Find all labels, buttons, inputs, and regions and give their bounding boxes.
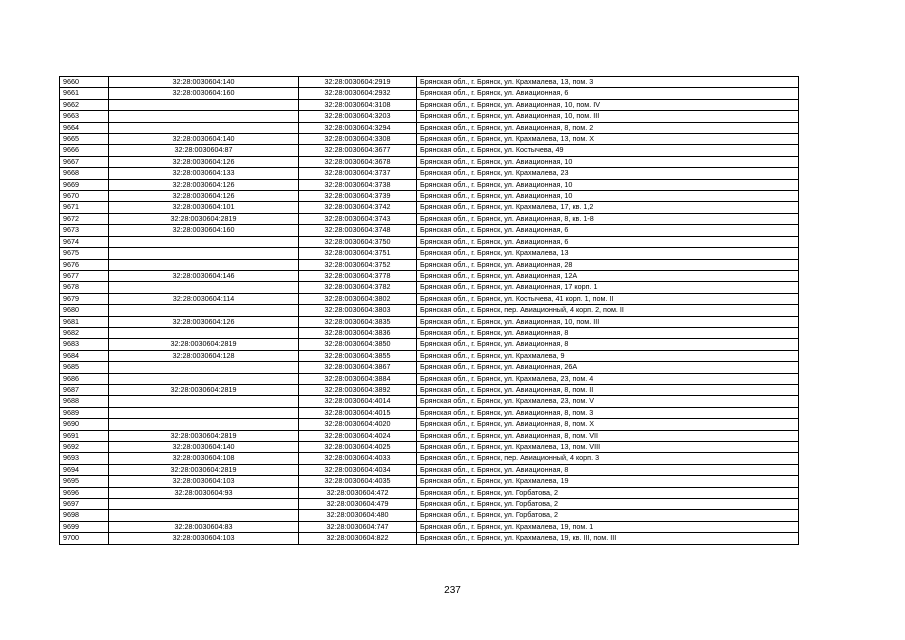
row-number-cell: 9691: [60, 430, 109, 441]
row-number-cell: 9694: [60, 464, 109, 475]
cadastral-number-cell: 32:28:0030604:4014: [299, 396, 417, 407]
address-cell: Брянская обл., г. Брянск, ул. Авиационная, 6: [417, 88, 799, 99]
address-cell: Брянская обл., г. Брянск, ул. Крахмалева, 13, пом. 3: [417, 77, 799, 88]
parcel-number-cell: [109, 373, 299, 384]
parcel-number-cell: [109, 122, 299, 133]
parcel-number-cell: [109, 510, 299, 521]
address-cell: Брянская обл., г. Брянск, ул. Авиационная, 10, пом. III: [417, 316, 799, 327]
table-row: [60, 259, 799, 270]
table-row: [60, 464, 799, 475]
address-cell: Брянская обл., г. Брянск, ул. Горбатова, 2: [417, 510, 799, 521]
parcel-number-cell: [109, 236, 299, 247]
address-cell: Брянская обл., г. Брянск, ул. Авиационная, 8: [417, 339, 799, 350]
row-number-cell: 9696: [60, 487, 109, 498]
cadastral-number-cell: 32:28:0030604:4033: [299, 453, 417, 464]
table-row: [60, 202, 799, 213]
cadastral-number-cell: 32:28:0030604:747: [299, 521, 417, 532]
address-cell: Брянская обл., г. Брянск, ул. Авиационная, 8: [417, 464, 799, 475]
address-cell: Брянская обл., г. Брянск, ул. Авиационная, 6: [417, 225, 799, 236]
table-row: [60, 327, 799, 338]
row-number-cell: 9673: [60, 225, 109, 236]
cadastral-number-cell: 32:28:0030604:479: [299, 499, 417, 510]
cadastral-number-cell: 32:28:0030604:3108: [299, 99, 417, 110]
table-row: [60, 191, 799, 202]
cadastral-number-cell: 32:28:0030604:3738: [299, 179, 417, 190]
parcel-number-cell: 32:28:0030604:2819: [109, 384, 299, 395]
registry-table: [59, 76, 799, 545]
parcel-number-cell: 32:28:0030604:83: [109, 521, 299, 532]
cadastral-number-cell: 32:28:0030604:3835: [299, 316, 417, 327]
parcel-number-cell: 32:28:0030604:140: [109, 442, 299, 453]
row-number-cell: 9680: [60, 305, 109, 316]
address-cell: Брянская обл., г. Брянск, ул. Авиационная, 8, пом. 3: [417, 407, 799, 418]
table-row: [60, 510, 799, 521]
row-number-cell: 9697: [60, 499, 109, 510]
row-number-cell: 9695: [60, 476, 109, 487]
cadastral-number-cell: 32:28:0030604:3802: [299, 293, 417, 304]
row-number-cell: 9666: [60, 145, 109, 156]
parcel-number-cell: [109, 362, 299, 373]
table-row: [60, 487, 799, 498]
table-row: [60, 156, 799, 167]
row-number-cell: 9674: [60, 236, 109, 247]
cadastral-number-cell: 32:28:0030604:3739: [299, 191, 417, 202]
parcel-number-cell: [109, 248, 299, 259]
address-cell: Брянская обл., г. Брянск, ул. Крахмалева, 13: [417, 248, 799, 259]
cadastral-number-cell: 32:28:0030604:3742: [299, 202, 417, 213]
table-row: [60, 384, 799, 395]
row-number-cell: 9679: [60, 293, 109, 304]
address-cell: Брянская обл., г. Брянск, ул. Крахмалева, 19, кв. III, пом. III: [417, 533, 799, 544]
address-cell: Брянская обл., г. Брянск, ул. Авиационная, 8, пом. X: [417, 419, 799, 430]
cadastral-number-cell: 32:28:0030604:4034: [299, 464, 417, 475]
row-number-cell: 9681: [60, 316, 109, 327]
parcel-number-cell: 32:28:0030604:140: [109, 77, 299, 88]
parcel-number-cell: 32:28:0030604:146: [109, 270, 299, 281]
address-cell: Брянская обл., г. Брянск, ул. Крахмалева, 19, пом. 1: [417, 521, 799, 532]
table-row: [60, 316, 799, 327]
cadastral-number-cell: 32:28:0030604:3677: [299, 145, 417, 156]
parcel-number-cell: 32:28:0030604:114: [109, 293, 299, 304]
row-number-cell: 9683: [60, 339, 109, 350]
parcel-number-cell: [109, 396, 299, 407]
cadastral-number-cell: 32:28:0030604:2919: [299, 77, 417, 88]
address-cell: Брянская обл., г. Брянск, ул. Крахмалева, 13, пом. VIII: [417, 442, 799, 453]
table-row: [60, 77, 799, 88]
table-row: [60, 225, 799, 236]
address-cell: Брянская обл., г. Брянск, ул. Авиационная, 8, кв. 1-8: [417, 213, 799, 224]
page-number: 237: [444, 585, 461, 596]
cadastral-number-cell: 32:28:0030604:4020: [299, 419, 417, 430]
row-number-cell: 9668: [60, 168, 109, 179]
cadastral-number-cell: 32:28:0030604:3308: [299, 134, 417, 145]
cadastral-number-cell: 32:28:0030604:4025: [299, 442, 417, 453]
registry-table-body: [60, 77, 799, 545]
address-cell: Брянская обл., г. Брянск, ул. Авиационная, 26А: [417, 362, 799, 373]
address-cell: Брянская обл., г. Брянск, ул. Авиационная, 8, пом. 2: [417, 122, 799, 133]
row-number-cell: 9700: [60, 533, 109, 544]
parcel-number-cell: [109, 419, 299, 430]
table-row: [60, 99, 799, 110]
table-row: [60, 430, 799, 441]
row-number-cell: 9667: [60, 156, 109, 167]
row-number-cell: 9671: [60, 202, 109, 213]
parcel-number-cell: [109, 305, 299, 316]
row-number-cell: 9665: [60, 134, 109, 145]
cadastral-number-cell: 32:28:0030604:3678: [299, 156, 417, 167]
row-number-cell: 9672: [60, 213, 109, 224]
address-cell: Брянская обл., г. Брянск, ул. Авиационная, 10, пом. III: [417, 111, 799, 122]
table-row: [60, 293, 799, 304]
parcel-number-cell: [109, 282, 299, 293]
parcel-number-cell: 32:28:0030604:87: [109, 145, 299, 156]
cadastral-number-cell: 32:28:0030604:4024: [299, 430, 417, 441]
parcel-number-cell: 32:28:0030604:103: [109, 533, 299, 544]
table-row: [60, 122, 799, 133]
row-number-cell: 9660: [60, 77, 109, 88]
address-cell: Брянская обл., г. Брянск, ул. Авиационная, 8, пом. II: [417, 384, 799, 395]
address-cell: Брянская обл., г. Брянск, ул. Авиационная, 10: [417, 191, 799, 202]
parcel-number-cell: 32:28:0030604:2819: [109, 213, 299, 224]
parcel-number-cell: [109, 111, 299, 122]
table-row: [60, 145, 799, 156]
cadastral-number-cell: 32:28:0030604:822: [299, 533, 417, 544]
cadastral-number-cell: 32:28:0030604:3855: [299, 350, 417, 361]
row-number-cell: 9664: [60, 122, 109, 133]
address-cell: Брянская обл., г. Брянск, ул. Костычева, 49: [417, 145, 799, 156]
row-number-cell: 9669: [60, 179, 109, 190]
cadastral-number-cell: 32:28:0030604:4035: [299, 476, 417, 487]
cadastral-number-cell: 32:28:0030604:472: [299, 487, 417, 498]
address-cell: Брянская обл., г. Брянск, ул. Авиационная, 8: [417, 327, 799, 338]
cadastral-number-cell: 32:28:0030604:4015: [299, 407, 417, 418]
address-cell: Брянская обл., г. Брянск, ул. Крахмалева, 23, пом. 4: [417, 373, 799, 384]
parcel-number-cell: 32:28:0030604:103: [109, 476, 299, 487]
row-number-cell: 9661: [60, 88, 109, 99]
address-cell: Брянская обл., г. Брянск, ул. Авиационная, 28: [417, 259, 799, 270]
parcel-number-cell: 32:28:0030604:126: [109, 179, 299, 190]
address-cell: Брянская обл., г. Брянск, ул. Авиационная, 17 корп. 1: [417, 282, 799, 293]
table-row: [60, 362, 799, 373]
table-row: [60, 179, 799, 190]
address-cell: Брянская обл., г. Брянск, ул. Крахмалева, 9: [417, 350, 799, 361]
address-cell: Брянская обл., г. Брянск, ул. Крахмалева, 13, пом. X: [417, 134, 799, 145]
parcel-number-cell: 32:28:0030604:160: [109, 225, 299, 236]
parcel-number-cell: 32:28:0030604:2819: [109, 464, 299, 475]
cadastral-number-cell: 32:28:0030604:3850: [299, 339, 417, 350]
address-cell: Брянская обл., г. Брянск, ул. Авиационная, 6: [417, 236, 799, 247]
address-cell: Брянская обл., г. Брянск, ул. Авиационная, 10: [417, 179, 799, 190]
cadastral-number-cell: 32:28:0030604:3867: [299, 362, 417, 373]
table-row: [60, 476, 799, 487]
table-row: [60, 521, 799, 532]
row-number-cell: 9663: [60, 111, 109, 122]
table-row: [60, 236, 799, 247]
address-cell: Брянская обл., г. Брянск, ул. Авиационная, 10: [417, 156, 799, 167]
cadastral-number-cell: 32:28:0030604:2932: [299, 88, 417, 99]
table-row: [60, 213, 799, 224]
row-number-cell: 9687: [60, 384, 109, 395]
cadastral-number-cell: 32:28:0030604:3751: [299, 248, 417, 259]
parcel-number-cell: 32:28:0030604:126: [109, 316, 299, 327]
parcel-number-cell: 32:28:0030604:126: [109, 156, 299, 167]
cadastral-number-cell: 32:28:0030604:3752: [299, 259, 417, 270]
table-row: [60, 282, 799, 293]
table-row: [60, 305, 799, 316]
row-number-cell: 9693: [60, 453, 109, 464]
row-number-cell: 9699: [60, 521, 109, 532]
cadastral-number-cell: 32:28:0030604:3892: [299, 384, 417, 395]
address-cell: Брянская обл., г. Брянск, ул. Крахмалева, 17, кв. 1,2: [417, 202, 799, 213]
parcel-number-cell: 32:28:0030604:126: [109, 191, 299, 202]
parcel-number-cell: 32:28:0030604:160: [109, 88, 299, 99]
row-number-cell: 9678: [60, 282, 109, 293]
address-cell: Брянская обл., г. Брянск, пер. Авиационный, 4 корп. 3: [417, 453, 799, 464]
cadastral-number-cell: 32:28:0030604:3778: [299, 270, 417, 281]
row-number-cell: 9692: [60, 442, 109, 453]
cadastral-number-cell: 32:28:0030604:3884: [299, 373, 417, 384]
cadastral-number-cell: 32:28:0030604:480: [299, 510, 417, 521]
parcel-number-cell: 32:28:0030604:101: [109, 202, 299, 213]
row-number-cell: 9682: [60, 327, 109, 338]
row-number-cell: 9685: [60, 362, 109, 373]
cadastral-number-cell: 32:28:0030604:3782: [299, 282, 417, 293]
parcel-number-cell: 32:28:0030604:2819: [109, 339, 299, 350]
cadastral-number-cell: 32:28:0030604:3748: [299, 225, 417, 236]
row-number-cell: 9686: [60, 373, 109, 384]
parcel-number-cell: [109, 259, 299, 270]
table-row: [60, 373, 799, 384]
table-row: [60, 248, 799, 259]
parcel-number-cell: [109, 407, 299, 418]
table-row: [60, 168, 799, 179]
table-row: [60, 88, 799, 99]
parcel-number-cell: 32:28:0030604:2819: [109, 430, 299, 441]
cadastral-number-cell: 32:28:0030604:3294: [299, 122, 417, 133]
row-number-cell: 9689: [60, 407, 109, 418]
parcel-number-cell: 32:28:0030604:108: [109, 453, 299, 464]
row-number-cell: 9677: [60, 270, 109, 281]
parcel-number-cell: 32:28:0030604:133: [109, 168, 299, 179]
parcel-number-cell: [109, 99, 299, 110]
table-row: [60, 350, 799, 361]
cadastral-number-cell: 32:28:0030604:3743: [299, 213, 417, 224]
address-cell: Брянская обл., г. Брянск, ул. Горбатова, 2: [417, 499, 799, 510]
row-number-cell: 9675: [60, 248, 109, 259]
parcel-number-cell: [109, 499, 299, 510]
address-cell: Брянская обл., г. Брянск, ул. Крахмалева, 23: [417, 168, 799, 179]
parcel-number-cell: 32:28:0030604:140: [109, 134, 299, 145]
address-cell: Брянская обл., г. Брянск, ул. Авиационная, 8, пом. VII: [417, 430, 799, 441]
table-row: [60, 499, 799, 510]
row-number-cell: 9698: [60, 510, 109, 521]
row-number-cell: 9670: [60, 191, 109, 202]
table-row: [60, 111, 799, 122]
parcel-number-cell: [109, 327, 299, 338]
table-row: [60, 533, 799, 544]
row-number-cell: 9676: [60, 259, 109, 270]
table-row: [60, 134, 799, 145]
address-cell: Брянская обл., г. Брянск, ул. Авиационная, 10, пом. IV: [417, 99, 799, 110]
table-row: [60, 270, 799, 281]
parcel-number-cell: 32:28:0030604:128: [109, 350, 299, 361]
cadastral-number-cell: 32:28:0030604:3203: [299, 111, 417, 122]
table-row: [60, 396, 799, 407]
table-row: [60, 407, 799, 418]
row-number-cell: 9662: [60, 99, 109, 110]
address-cell: Брянская обл., г. Брянск, пер. Авиационный, 4 корп. 2, пом. II: [417, 305, 799, 316]
cadastral-number-cell: 32:28:0030604:3803: [299, 305, 417, 316]
row-number-cell: 9688: [60, 396, 109, 407]
address-cell: Брянская обл., г. Брянск, ул. Костычева, 41 корп. 1, пом. II: [417, 293, 799, 304]
cadastral-number-cell: 32:28:0030604:3836: [299, 327, 417, 338]
parcel-number-cell: 32:28:0030604:93: [109, 487, 299, 498]
address-cell: Брянская обл., г. Брянск, ул. Крахмалева, 23, пом. V: [417, 396, 799, 407]
address-cell: Брянская обл., г. Брянск, ул. Авиационная, 12А: [417, 270, 799, 281]
table-row: [60, 442, 799, 453]
address-cell: Брянская обл., г. Брянск, ул. Горбатова, 2: [417, 487, 799, 498]
address-cell: Брянская обл., г. Брянск, ул. Крахмалева, 19: [417, 476, 799, 487]
cadastral-number-cell: 32:28:0030604:3737: [299, 168, 417, 179]
cadastral-number-cell: 32:28:0030604:3750: [299, 236, 417, 247]
row-number-cell: 9690: [60, 419, 109, 430]
row-number-cell: 9684: [60, 350, 109, 361]
table-row: [60, 339, 799, 350]
table-row: [60, 419, 799, 430]
table-row: [60, 453, 799, 464]
